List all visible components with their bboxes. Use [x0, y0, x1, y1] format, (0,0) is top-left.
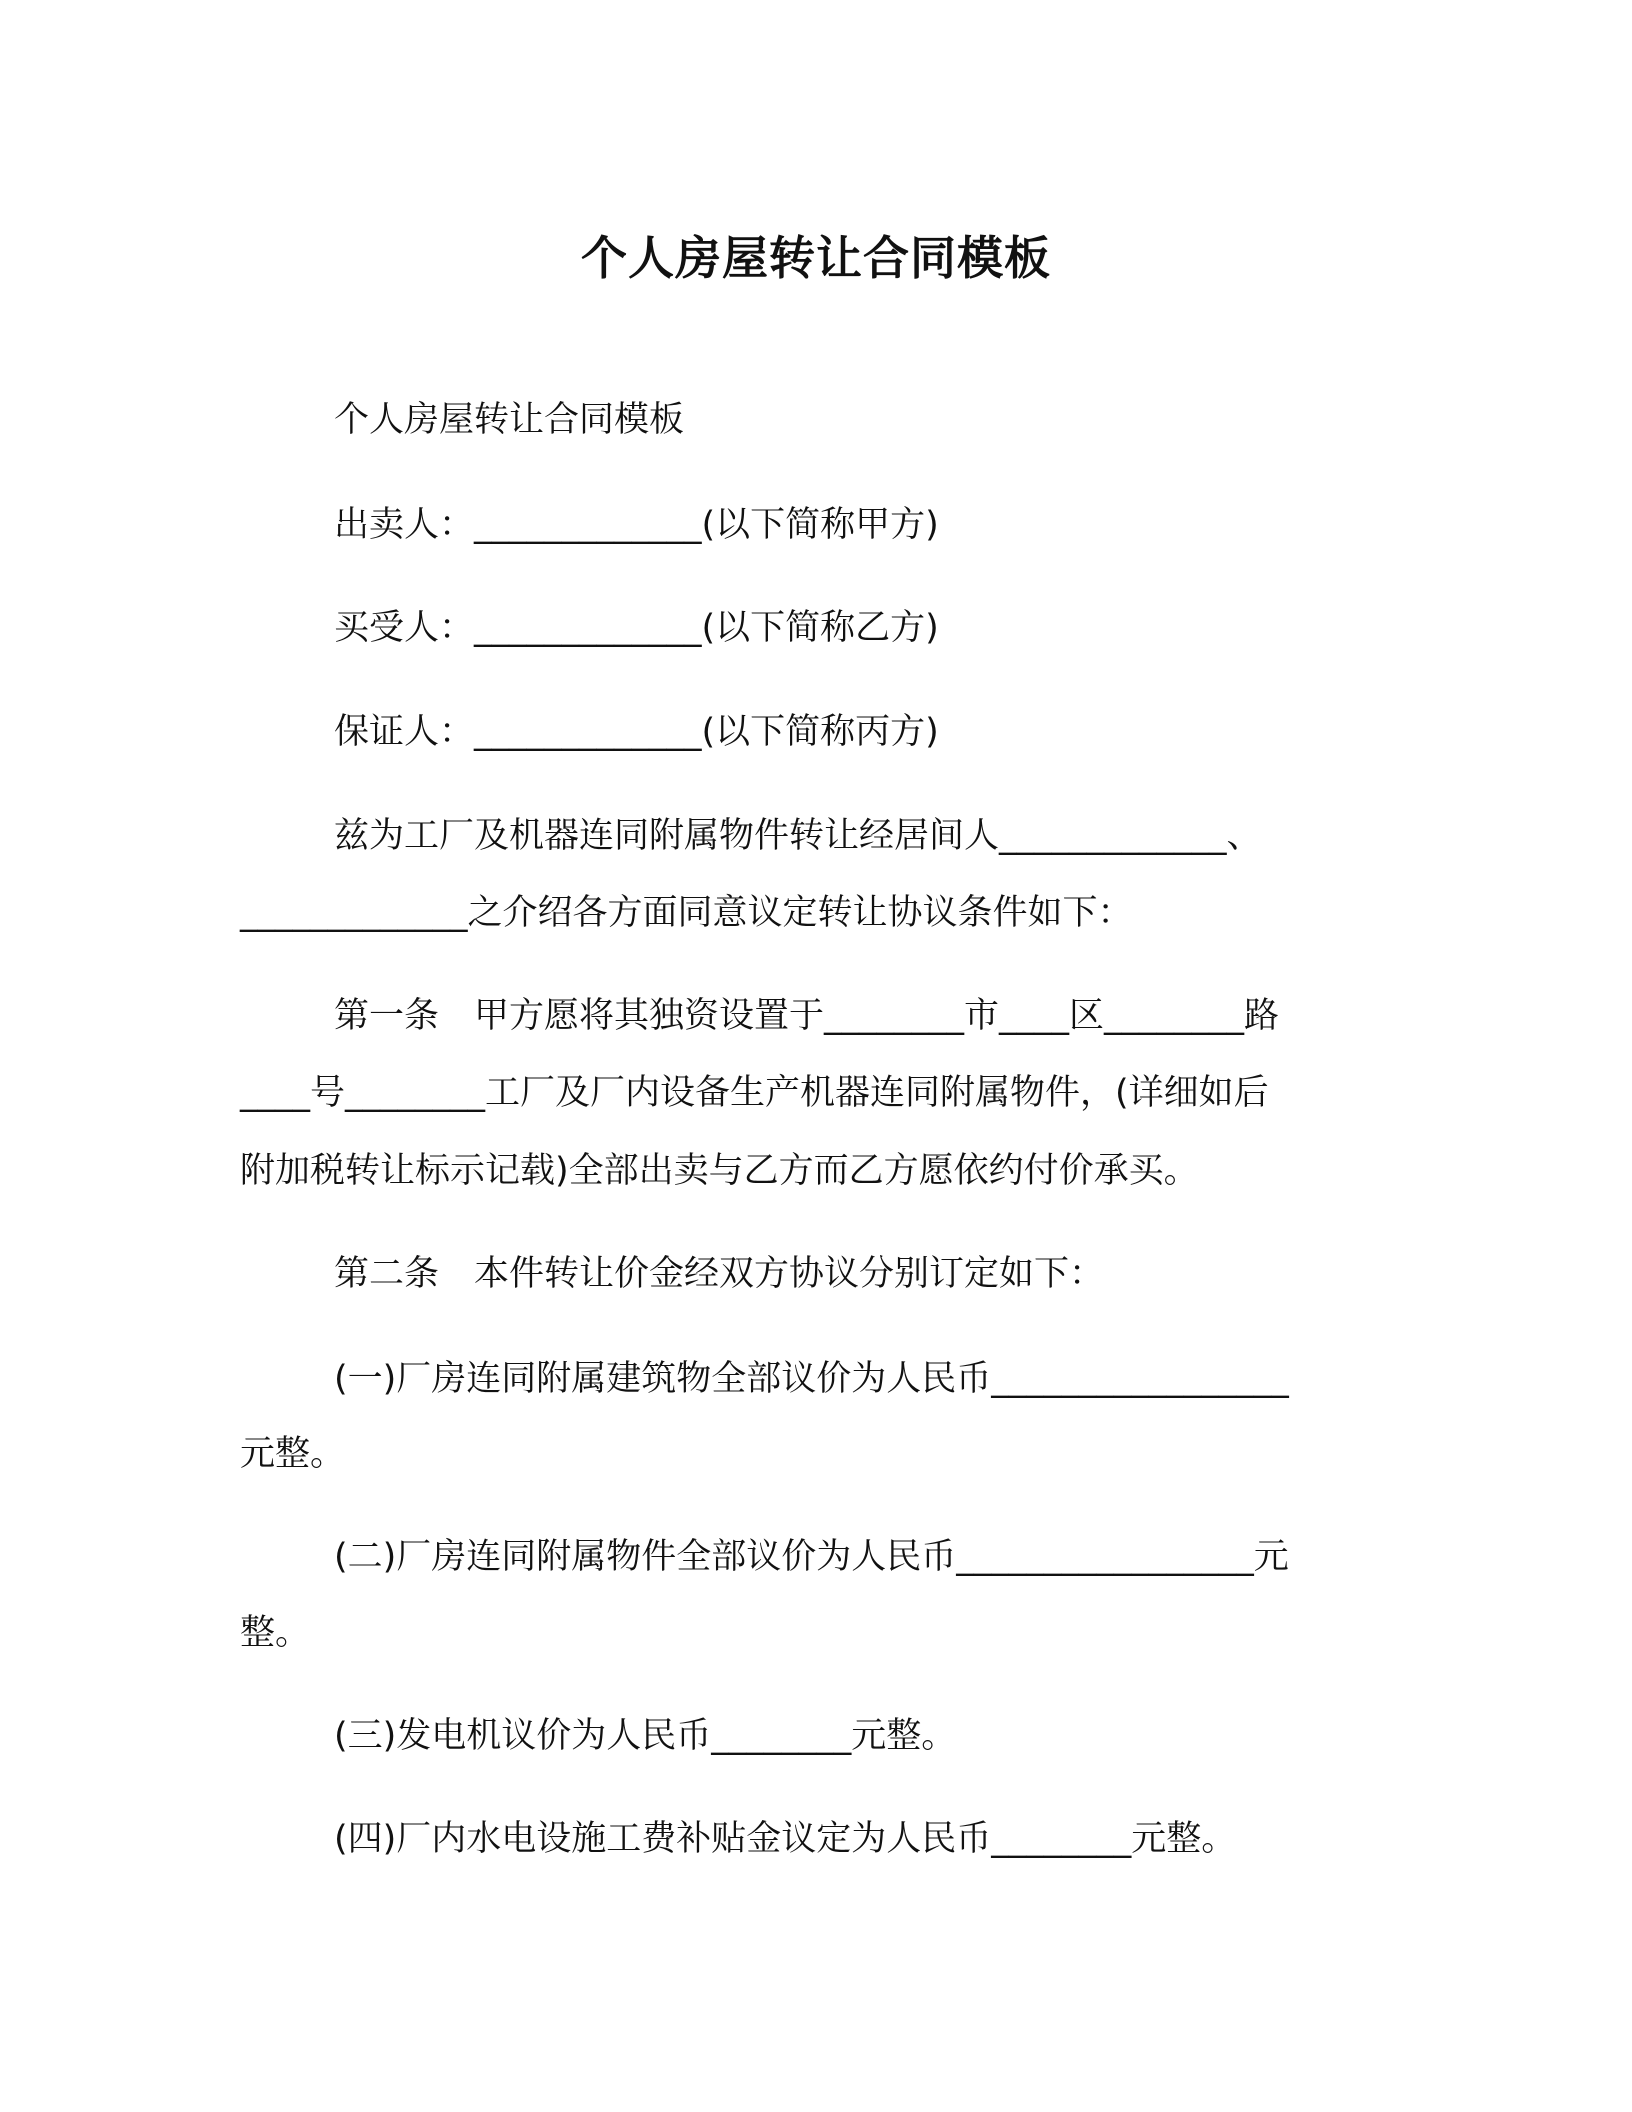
guarantor-line: 保证人：_____________(以下简称丙方) [334, 712, 939, 752]
intro-line-1: 兹为工厂及机器连同附属物件转让经居间人_____________、 [334, 816, 1262, 856]
intro-line-2: _____________之介绍各方面同意议定转让协议条件如下： [240, 893, 1133, 933]
buyer-line: 买受人：_____________(以下简称乙方) [334, 608, 939, 648]
article1-line-2: ____号________工厂及厂内设备生产机器连同附属物件，(详细如后 [240, 1073, 1269, 1113]
article1-line-3: 附加税转让标示记载)全部出卖与乙方而乙方愿依约付价承买。 [240, 1151, 1199, 1191]
article2-heading: 第二条 本件转让价金经双方协议分别订定如下： [334, 1254, 1105, 1294]
article2-item3: (三)发电机议价为人民币________元整。 [334, 1716, 957, 1756]
article2-item1-line-1: (一)厂房连同附属建筑物全部议价为人民币_________________ [334, 1359, 1289, 1399]
document-subtitle: 个人房屋转让合同模板 [334, 400, 685, 440]
document-title: 个人房屋转让合同模板 [581, 231, 1051, 285]
article1-line-1: 第一条 甲方愿将其独资设置于________市____区________路 [334, 996, 1280, 1036]
article2-item2-line-1: (二)厂房连同附属物件全部议价为人民币_________________元 [334, 1537, 1289, 1577]
article2-item1-line-2: 元整。 [240, 1434, 346, 1474]
seller-line: 出卖人：_____________(以下简称甲方) [334, 505, 939, 545]
article2-item4: (四)厂内水电设施工费补贴金议定为人民币________元整。 [334, 1819, 1237, 1859]
article2-item2-line-2: 整。 [240, 1613, 311, 1653]
